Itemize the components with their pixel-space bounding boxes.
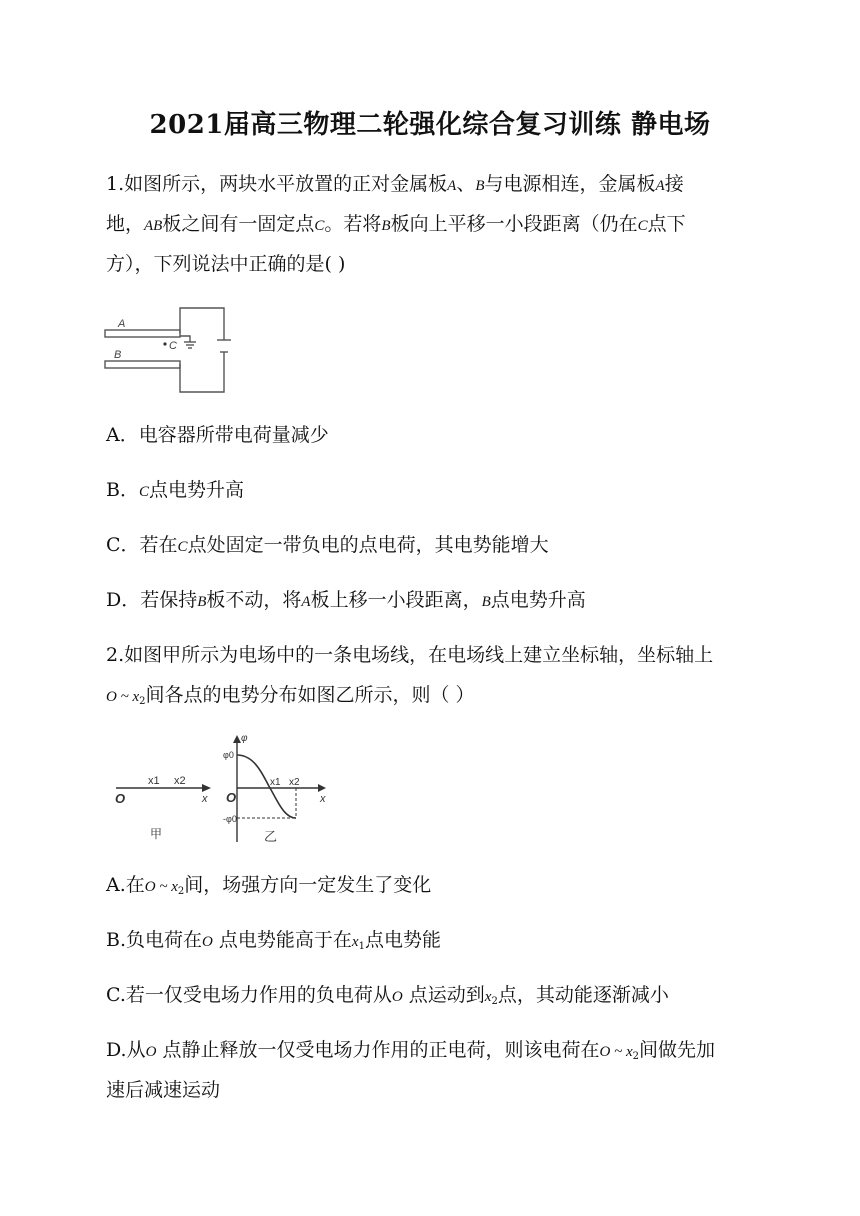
potential-curve — [237, 755, 296, 818]
q2-option-c: C.若一仅受电场力作用的负电荷从O 点运动到$x_2$点，其动能逐渐减小 — [106, 984, 669, 1007]
question-1-line-1: 1.如图所示，两块水平放置的正对金属板A、B与电源相连，金属板A接 — [106, 173, 684, 195]
page-title: 2021届高三物理二轮强化综合复习训练 静电场 — [149, 110, 711, 140]
q2-option-d: D.从O 点静止释放一仅受电场力作用的正电荷，则该电荷在O ~ $x_2$间做先加 — [106, 1039, 716, 1062]
yi-x2-label: x2 — [289, 777, 300, 788]
jia-axis-label: x — [202, 793, 208, 805]
yi-axis-label: x — [320, 793, 326, 805]
jia-caption: 甲 — [150, 827, 163, 841]
q1-option-b: B．C点电势升高 — [106, 479, 244, 501]
field-line-figure-jia — [108, 760, 218, 842]
plate-b-label: B — [114, 349, 122, 361]
yi-phi0-label: φ0 — [223, 750, 234, 760]
yi-origin-label: O — [226, 790, 237, 805]
q2-option-a: A.在O ~ $x_2$间，场强方向一定发生了变化 — [106, 874, 432, 897]
yi-phi-label: φ — [241, 733, 248, 744]
question-2-line-1: 2.如图甲所示为电场中的一条电场线，在电场线上建立坐标轴，坐标轴上 — [106, 644, 714, 666]
q2-option-d-continued: 速后减速运动 — [106, 1079, 221, 1101]
q2-option-b: B.负电荷在O 点电势能高于在$x_1$点电势能 — [106, 929, 441, 952]
capacitor-circuit-figure — [100, 296, 240, 398]
question-1-line-2: 地，AB板之间有一固定点C。若将B板向上平移一小段距离（仍在C点下 — [106, 213, 686, 235]
yi-x1-label: x1 — [270, 777, 281, 788]
point-c-dot — [163, 342, 166, 345]
yi-caption: 乙 — [264, 829, 278, 844]
plate-a-label: A — [118, 318, 126, 330]
q1-option-c: C．若在C点处固定一带负电的点电荷，其电势能增大 — [106, 534, 549, 556]
jia-x2-label: x2 — [174, 775, 186, 787]
yi-neg-phi0-label: -φ0 — [223, 814, 237, 824]
point-c-label: C — [169, 340, 177, 352]
question-1-line-3: 方），下列说法中正确的是( ) — [106, 253, 346, 275]
jia-x1-label: x1 — [148, 775, 160, 787]
question-2-line-2: O ~ $x_2$间各点的电势分布如图乙所示，则（ ） — [106, 684, 475, 707]
potential-graph-figure-yi — [222, 730, 334, 848]
jia-origin-label: O — [115, 791, 126, 806]
q1-option-d: D．若保持B板不动，将A板上移一小段距离，B点电势升高 — [106, 589, 586, 611]
q1-option-a: A．电容器所带电荷量减少 — [106, 424, 329, 446]
